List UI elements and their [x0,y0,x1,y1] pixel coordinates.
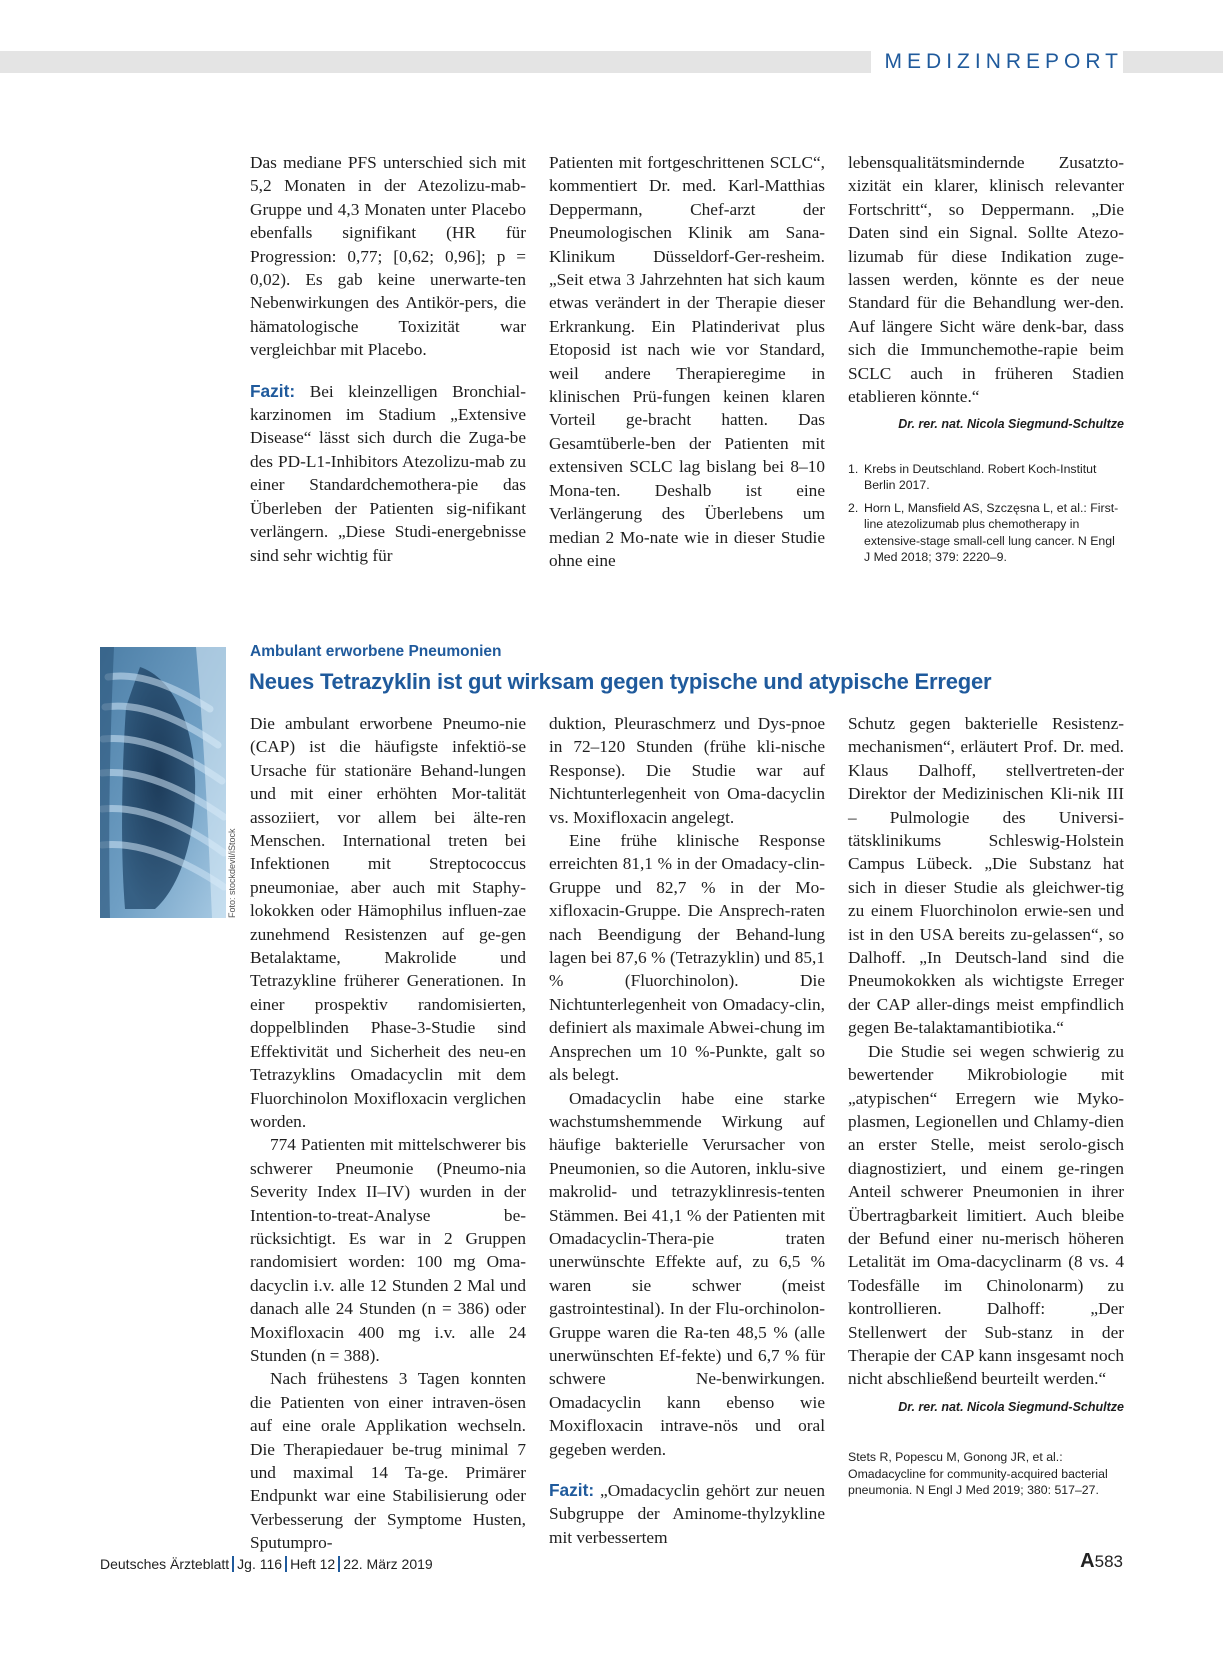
fazit-text: Bei kleinzelligen Bronchial-karzinomen im Stadium „Extensive Disease“ lässt sich durch die Zuga-be des PD-L1-Inhibitors Atezolizu-mab zu einer Standardchemothera-pie das Überleben der Patienten sig-nifikant verlängern. „Diese Studi-energebnisse sind sehr wichtig für [250,381,526,565]
paragraph: Die Studie sei wegen schwierig zu bewertender Mikrobiologie mit „atypischen“ Erregern wie Myko-plasmen, Legionellen und Chlamy-dien an erster Stelle, meist serolo-gisch diagnostiziert, und einem ge-ringen Anteil schwerer Pneumonien in ihrer Übertragbarkeit limitiert. Auch bleibe der Befund einer nu-merisch höheren Letalität im Oma-dacyclinarm (8 vs. 4 Todesfälle im Chinolonarm) zu kontrollieren. Dalhoff: „Der Stellenwert der Sub-stanz in der Therapie der CAP kann insgesamt noch nicht abschließend beurteilt werden.“ [848,1041,1124,1389]
reference-item: 1. Krebs in Deutschland. Robert Koch-Institut Berlin 2017. [848,461,1097,493]
paragraph: Omadacyclin habe eine starke wachstumshemmende Wirkung auf häufige bakterielle Verursacher von Pneumonien, so die Autoren, inklu-sive makrolid- und tetrazyklinresis-tenten Stämmen. Bei 41,1 % der Patienten mit Omadacyclin-Thera-pie traten unerwünschte Effekte auf, zu 6,5 % waren sie schwer (meist gastrointestinal). In der Flu-orchinolon-Gruppe waren die Ra-ten 48,5 % (alle unerwünschten Ef-fekte) und 6,7 % für schwere Ne-benwirkungen. Omadacyclin kann ebenso wie Moxifloxacin intrave-nös und oral gegeben werden. [549,1088,825,1459]
author-credit: Dr. rer. nat. Nicola Siegmund-Schultze [898,1399,1124,1414]
article1-column-2 [549,151,825,572]
reference-text: Stets R, Popescu M, Gonong JR, et al.: Omadacycline for community-acquired bacterial pneumonia. N Engl J Med 2019; 380: 517–27. [848,1450,1108,1498]
article2-column-2 [549,712,825,1549]
paragraph: Patienten mit fortgeschrittenen SCLC“, kommentiert Dr. med. Karl-Matthias Deppermann, Chef-arzt der Pneumologischen Klinik am Sana-Klinikum Düsseldorf-Ger-resheim. „Seit etwa 3 Jahrzehnten hat sich kaum etwas verändert in der Therapie dieser Erkrankung. Ein Platinderivat plus Etoposid ist nach wie vor Standard, weil andere Therapieregime in klinischen Prü-fungen keinen klaren Vorteil ge-bracht hatten. Das Gesamtüberle-ben der Patienten mit extensiven SCLC lag bislang bei 8–10 Mona-ten. Deshalb ist eine Verlängerung des Überlebens um median 2 Mo-nate wie in dieser Studie ohne eine [549,153,825,570]
article1-column-1 [250,151,526,567]
photo-credit: Foto: stockdevil/iStock [227,828,237,918]
paragraph: Das mediane PFS unterschied sich mit 5,2 Monaten in der Atezolizu-mab-Gruppe und 4,3 Monaten unter Placebo ebenfalls signifikant (HR für Progression: 0,77; [0,62; 0,96]; p = 0,02). Es gab keine unerwarte-ten Nebenwirkungen des Antikör-pers, die hämatologische Toxizität war vergleichbar mit Placebo. [250,153,526,360]
fazit-label: Fazit: [250,380,296,401]
fazit-paragraph [250,380,526,567]
paragraph: Eine frühe klinische Response erreichten 81,1 % in der Omadacy-clin-Gruppe und 82,7 % in der Mo-xifloxacin-Gruppe. Die Ansprech-raten nach Beendigung der Behand-lung lagen bei 87,6 % (Tetrazyklin) und 85,1 % (Fluorchinolon). Die Nichtunterlegenheit von Omadacy-clin, definiert als maximale Abwei-chung im Ansprechen um 10 %-Punkte, galt so als belegt. [549,831,825,1085]
fazit-paragraph [549,1479,825,1549]
paragraph: Schutz gegen bakterielle Resistenz-mechanismen“, erläutert Prof. Dr. med. Klaus Dalhoff, stellvertreten-der Direktor der Medizinischen Kli-nik III – Pulmologie des Universi-tätsklinikums Schleswig-Holstein Campus Lübeck. „Die Substanz hat sich in dieser Studie als gleichwer-tig zu einem Fluorchinolon erwie-sen und ist in den USA bereits zu-gelassen“, so Dalhoff. „In Deutsch-land sind die Pneumokokken als wichtigste Erreger der CAP aller-dings meist empfindlich gegen Be-talaktamantibiotika.“ [848,714,1124,1038]
section-label: MEDIZINREPORT [871,48,1123,76]
article1-column-3 [848,151,1124,572]
issue-date: 22. März 2019 [343,1556,433,1572]
paragraph: Nach frühestens 3 Tagen konnten die Patienten von einer intraven-ösen auf eine orale Applikation wechseln. Die Therapiedauer be-trug minimal 7 und maximal 14 Ta-ge. Primärer Endpunkt war eine Stabilisierung oder Verbesserung der Symptome Husten, Sputumpro- [250,1369,526,1553]
article2-column-3 [848,712,1124,1499]
article2-column-1 [250,712,526,1555]
chest-xray-image [100,647,226,918]
author-credit: Dr. rer. nat. Nicola Siegmund-Schultze [898,417,1124,432]
article-kicker: Ambulant erworbene Pneumonien [250,643,502,660]
fazit-label: Fazit: [549,1480,595,1500]
paragraph: duktion, Pleuraschmerz und Dys-pnoe in 72–120 Stunden (frühe kli-nische Response). Die Studie war auf Nichtunterlegenheit von Oma-dacyclin vs. Moxifloxacin angelegt. [549,714,825,827]
reference-list [848,461,1124,566]
reference-item: 2. Horn L, Mansfield AS, Szczęsna L, et al.: First-line atezolizumab plus chemotherapy in extensive-stage small-cell lung cancer. N Engl J Med 2018; 379: 2220–9. [848,500,1119,565]
paragraph: lebensqualitätsmindernde Zusatzto-xizität ein klarer, klinisch relevanter Fortschritt“, so Deppermann. „Die Daten sind ein Signal. Sollte Atezo-lizumab für diese Indikation zuge-lassen werden, könnte es der neue Standard für die Behandlung wer-den. Auf längere Sicht wäre denk-bar, dass sich die Immunchemothe-rapie beim SCLC auch in früheren Stadien etablieren könnte.“ [848,153,1124,407]
page-footer [100,1556,433,1572]
paragraph: Die ambulant erworbene Pneumo-nie (CAP) ist die häufigste infektiö-se Ursache für stationäre Behand-lungen und mit einer erhöhten Mor-talität assoziiert, vor allem bei älte-ren Menschen. International treten bei Infektionen mit Streptococcus pneumoniae, aber auch mit Staphy-lokokken oder Hämophilus influen-zae zunehmend Resistenzen auf ge-gen Betalaktame, Makrolide und Tetrazykline früherer Generationen. In einer prospektiv randomisierten, doppelblinden Phase-3-Studie sind Effektivität und Sicherheit des neu-en Tetrazyklins Omadacyclin mit dem Fluorchinolon Moxifloxacin verglichen worden. [250,714,526,1131]
volume: Jg. 116 [237,1556,283,1572]
article-headline: Neues Tetrazyklin ist gut wirksam gegen typische und atypische Erreger [249,669,992,694]
page-number: A583 [1080,1550,1123,1572]
paragraph: 774 Patienten mit mittelschwerer bis schwerer Pneumonie (Pneumo-nia Severity Index II–IV) wurden in der Intention-to-treat-Analyse be-rücksichtigt. Es war in 2 Gruppen randomisiert worden: 100 mg Oma-dacyclin i.v. alle 12 Stunden 2 Mal und danach alle 24 Stunden (n = 386) oder Moxifloxacin 400 mg i.v. alle 24 Stunden (n = 388). [250,1135,526,1365]
journal-name: Deutsches Ärzteblatt [100,1556,230,1572]
fazit-text: „Omadacyclin gehört zur neuen Subgruppe der Aminome-thylzykline mit verbessertem [549,1481,825,1547]
issue: Heft 12 [290,1556,336,1572]
